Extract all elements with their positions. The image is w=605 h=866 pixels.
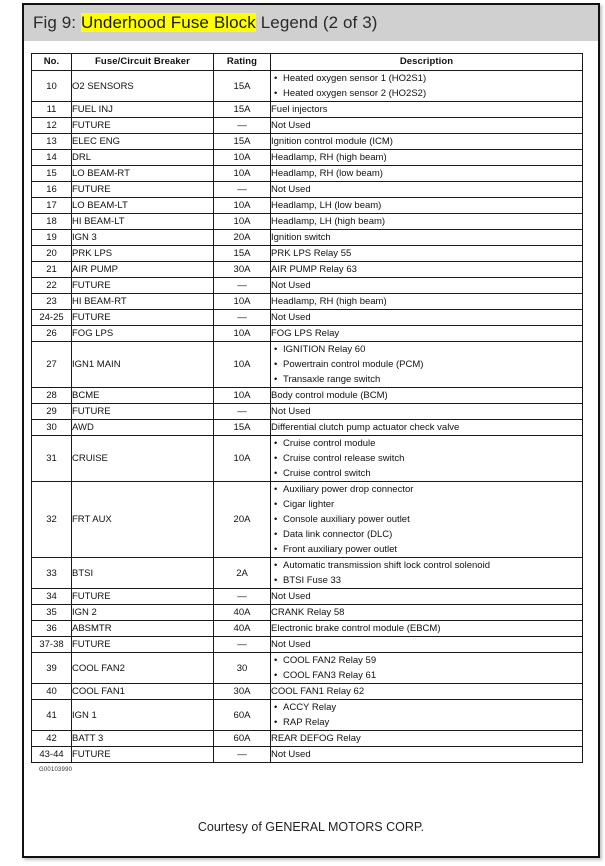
cell-fuse-number: 29 bbox=[32, 404, 72, 420]
cell-fuse-number: 24-25 bbox=[32, 310, 72, 326]
cell-fuse-number: 28 bbox=[32, 388, 72, 404]
table-row bbox=[32, 388, 583, 404]
table-row bbox=[32, 436, 583, 482]
description-text: Headlamp, RH (high beam) bbox=[271, 152, 387, 163]
document-page bbox=[22, 3, 600, 858]
description-bullet-item: • Cruise control switch bbox=[283, 466, 582, 481]
cell-fuse-name: LO BEAM-LT bbox=[72, 198, 214, 214]
description-bullet-list bbox=[271, 71, 582, 101]
page-title bbox=[33, 13, 378, 33]
cell-description bbox=[271, 134, 583, 150]
table-row bbox=[32, 621, 583, 637]
cell-fuse-name: FUTURE bbox=[72, 118, 214, 134]
cell-rating: 20A bbox=[214, 482, 271, 558]
cell-rating: 60A bbox=[214, 700, 271, 731]
cell-fuse-name: FOG LPS bbox=[72, 326, 214, 342]
cell-description bbox=[271, 214, 583, 230]
cell-rating: 40A bbox=[214, 621, 271, 637]
description-text: Not Used bbox=[271, 639, 311, 650]
cell-description bbox=[271, 166, 583, 182]
cell-fuse-name: FUTURE bbox=[72, 182, 214, 198]
description-bullet-list bbox=[271, 436, 582, 481]
description-text: Fuel injectors bbox=[271, 104, 328, 115]
cell-rating: 15A bbox=[214, 420, 271, 436]
description-bullet-item: • Console auxiliary power outlet bbox=[283, 512, 582, 527]
cell-rating: — bbox=[214, 310, 271, 326]
table-row bbox=[32, 605, 583, 621]
cell-description bbox=[271, 558, 583, 589]
description-bullet-item: • ACCY Relay bbox=[283, 700, 582, 715]
description-bullet-list bbox=[271, 342, 582, 387]
cell-description bbox=[271, 102, 583, 118]
cell-fuse-name: FUTURE bbox=[72, 637, 214, 653]
cell-rating: 40A bbox=[214, 605, 271, 621]
description-text: Not Used bbox=[271, 749, 311, 760]
cell-fuse-number: 41 bbox=[32, 700, 72, 731]
cell-rating: 30 bbox=[214, 653, 271, 684]
table-row bbox=[32, 404, 583, 420]
table-row bbox=[32, 653, 583, 684]
cell-rating: 10A bbox=[214, 436, 271, 482]
cell-fuse-name: FUTURE bbox=[72, 310, 214, 326]
description-text: Not Used bbox=[271, 591, 311, 602]
cell-rating: 10A bbox=[214, 294, 271, 310]
description-text: Headlamp, LH (low beam) bbox=[271, 200, 382, 211]
description-bullet-item: • RAP Relay bbox=[283, 715, 582, 730]
cell-rating: 10A bbox=[214, 150, 271, 166]
cell-description bbox=[271, 246, 583, 262]
cell-fuse-name: BCME bbox=[72, 388, 214, 404]
description-bullet-item: • Heated oxygen sensor 1 (HO2S1) bbox=[283, 71, 582, 86]
cell-fuse-number: 26 bbox=[32, 326, 72, 342]
description-bullet-item: • Cruise control module bbox=[283, 436, 582, 451]
description-bullet-item: • Cruise control release switch bbox=[283, 451, 582, 466]
table-row bbox=[32, 684, 583, 700]
cell-fuse-name: BATT 3 bbox=[72, 731, 214, 747]
column-header-description: Description bbox=[271, 54, 583, 71]
cell-description bbox=[271, 310, 583, 326]
cell-description bbox=[271, 150, 583, 166]
cell-description bbox=[271, 198, 583, 214]
cell-fuse-number: 42 bbox=[32, 731, 72, 747]
table-row bbox=[32, 262, 583, 278]
fuse-legend-body bbox=[32, 71, 583, 763]
cell-rating: — bbox=[214, 118, 271, 134]
cell-rating: 10A bbox=[214, 198, 271, 214]
cell-rating: — bbox=[214, 278, 271, 294]
cell-rating: — bbox=[214, 404, 271, 420]
cell-rating: 10A bbox=[214, 388, 271, 404]
table-row bbox=[32, 637, 583, 653]
description-bullet-item: • Auxiliary power drop connector bbox=[283, 482, 582, 497]
cell-rating: 15A bbox=[214, 134, 271, 150]
cell-fuse-name: ABSMTR bbox=[72, 621, 214, 637]
cell-fuse-number: 11 bbox=[32, 102, 72, 118]
description-bullet-list bbox=[271, 482, 582, 557]
cell-fuse-name: COOL FAN1 bbox=[72, 684, 214, 700]
table-row bbox=[32, 278, 583, 294]
table-row bbox=[32, 214, 583, 230]
cell-fuse-number: 35 bbox=[32, 605, 72, 621]
cell-description bbox=[271, 684, 583, 700]
cell-description bbox=[271, 700, 583, 731]
cell-rating: 10A bbox=[214, 214, 271, 230]
cell-fuse-name: DRL bbox=[72, 150, 214, 166]
description-text: Not Used bbox=[271, 406, 311, 417]
cell-rating: 10A bbox=[214, 326, 271, 342]
cell-fuse-number: 21 bbox=[32, 262, 72, 278]
cell-fuse-name: O2 SENSORS bbox=[72, 71, 214, 102]
cell-rating: 10A bbox=[214, 342, 271, 388]
cell-rating: 15A bbox=[214, 71, 271, 102]
table-row bbox=[32, 230, 583, 246]
description-text: Not Used bbox=[271, 184, 311, 195]
table-row bbox=[32, 71, 583, 102]
cell-fuse-name: LO BEAM-RT bbox=[72, 166, 214, 182]
cell-rating: — bbox=[214, 747, 271, 763]
table-row bbox=[32, 246, 583, 262]
cell-fuse-number: 10 bbox=[32, 71, 72, 102]
cell-fuse-name: FUTURE bbox=[72, 589, 214, 605]
cell-description bbox=[271, 262, 583, 278]
cell-fuse-number: 17 bbox=[32, 198, 72, 214]
cell-description bbox=[271, 589, 583, 605]
cell-rating: — bbox=[214, 589, 271, 605]
cell-rating: 20A bbox=[214, 230, 271, 246]
description-bullet-item: • COOL FAN2 Relay 59 bbox=[283, 653, 582, 668]
fuse-legend-container bbox=[24, 41, 598, 773]
cell-fuse-number: 18 bbox=[32, 214, 72, 230]
table-row bbox=[32, 589, 583, 605]
description-text: Not Used bbox=[271, 312, 311, 323]
cell-fuse-name: COOL FAN2 bbox=[72, 653, 214, 684]
description-bullet-item: • Transaxle range switch bbox=[283, 372, 582, 387]
table-row bbox=[32, 134, 583, 150]
cell-fuse-number: 22 bbox=[32, 278, 72, 294]
cell-rating: 10A bbox=[214, 166, 271, 182]
cell-fuse-number: 34 bbox=[32, 589, 72, 605]
table-row bbox=[32, 310, 583, 326]
description-text: Body control module (BCM) bbox=[271, 390, 388, 401]
description-text: Headlamp, LH (high beam) bbox=[271, 216, 386, 227]
description-bullet-list bbox=[271, 700, 582, 730]
cell-fuse-name: FUTURE bbox=[72, 278, 214, 294]
figure-title-highlight: Underhood Fuse Block bbox=[80, 13, 256, 32]
cell-description bbox=[271, 482, 583, 558]
cell-description bbox=[271, 182, 583, 198]
cell-fuse-number: 37-38 bbox=[32, 637, 72, 653]
cell-fuse-number: 39 bbox=[32, 653, 72, 684]
cell-fuse-number: 14 bbox=[32, 150, 72, 166]
cell-description bbox=[271, 342, 583, 388]
cell-fuse-name: ELEC ENG bbox=[72, 134, 214, 150]
table-row bbox=[32, 294, 583, 310]
description-bullet-item: • Data link connector (DLC) bbox=[283, 527, 582, 542]
cell-fuse-name: IGN 2 bbox=[72, 605, 214, 621]
cell-description bbox=[271, 388, 583, 404]
table-row bbox=[32, 326, 583, 342]
cell-description bbox=[271, 118, 583, 134]
table-row bbox=[32, 342, 583, 388]
cell-fuse-number: 23 bbox=[32, 294, 72, 310]
table-row bbox=[32, 558, 583, 589]
cell-fuse-name: IGN1 MAIN bbox=[72, 342, 214, 388]
cell-fuse-number: 40 bbox=[32, 684, 72, 700]
table-row bbox=[32, 198, 583, 214]
cell-fuse-number: 13 bbox=[32, 134, 72, 150]
cell-rating: 30A bbox=[214, 262, 271, 278]
cell-fuse-number: 27 bbox=[32, 342, 72, 388]
cell-description bbox=[271, 731, 583, 747]
cell-rating: — bbox=[214, 182, 271, 198]
description-bullet-item: • BTSI Fuse 33 bbox=[283, 573, 582, 588]
table-row bbox=[32, 731, 583, 747]
cell-fuse-name: AIR PUMP bbox=[72, 262, 214, 278]
description-text: Headlamp, RH (high beam) bbox=[271, 296, 387, 307]
description-bullet-item: • Cigar lighter bbox=[283, 497, 582, 512]
cell-rating: 15A bbox=[214, 246, 271, 262]
cell-description bbox=[271, 404, 583, 420]
cell-fuse-name: IGN 1 bbox=[72, 700, 214, 731]
cell-rating: 2A bbox=[214, 558, 271, 589]
cell-fuse-name: FUTURE bbox=[72, 747, 214, 763]
description-bullet-item: • Automatic transmission shift lock control solenoid bbox=[283, 558, 582, 573]
description-bullet-item: • Powertrain control module (PCM) bbox=[283, 357, 582, 372]
description-text: Not Used bbox=[271, 120, 311, 131]
table-row bbox=[32, 700, 583, 731]
cell-description bbox=[271, 621, 583, 637]
description-text: PRK LPS Relay 55 bbox=[271, 248, 352, 259]
cell-fuse-number: 43-44 bbox=[32, 747, 72, 763]
cell-description bbox=[271, 637, 583, 653]
cell-fuse-name: IGN 3 bbox=[72, 230, 214, 246]
cell-description bbox=[271, 326, 583, 342]
description-text: Differential clutch pump actuator check valve bbox=[271, 422, 460, 433]
cell-description bbox=[271, 71, 583, 102]
cell-description bbox=[271, 747, 583, 763]
table-row bbox=[32, 166, 583, 182]
description-bullet-list bbox=[271, 653, 582, 683]
figure-title-bar bbox=[24, 5, 598, 41]
description-text: REAR DEFOG Relay bbox=[271, 733, 361, 744]
cell-fuse-name: HI BEAM-RT bbox=[72, 294, 214, 310]
cell-rating: — bbox=[214, 637, 271, 653]
table-row bbox=[32, 747, 583, 763]
cell-description bbox=[271, 420, 583, 436]
cell-fuse-number: 15 bbox=[32, 166, 72, 182]
description-text: FOG LPS Relay bbox=[271, 328, 340, 339]
cell-description bbox=[271, 230, 583, 246]
cell-fuse-number: 31 bbox=[32, 436, 72, 482]
column-header-fuse: Fuse/Circuit Breaker bbox=[72, 54, 214, 71]
description-text: CRANK Relay 58 bbox=[271, 607, 345, 618]
cell-fuse-number: 16 bbox=[32, 182, 72, 198]
description-text: Electronic brake control module (EBCM) bbox=[271, 623, 441, 634]
cell-fuse-number: 12 bbox=[32, 118, 72, 134]
description-text: AIR PUMP Relay 63 bbox=[271, 264, 357, 275]
cell-fuse-name: HI BEAM-LT bbox=[72, 214, 214, 230]
cell-description bbox=[271, 605, 583, 621]
cell-rating: 60A bbox=[214, 731, 271, 747]
cell-fuse-name: CRUISE bbox=[72, 436, 214, 482]
cell-rating: 30A bbox=[214, 684, 271, 700]
cell-description bbox=[271, 436, 583, 482]
description-text: Ignition control module (ICM) bbox=[271, 136, 393, 147]
cell-description bbox=[271, 653, 583, 684]
description-bullet-item: • IGNITION Relay 60 bbox=[283, 342, 582, 357]
figure-title-prefix: Fig 9: bbox=[33, 13, 81, 32]
column-header-no: No. bbox=[32, 54, 72, 71]
cell-rating: 15A bbox=[214, 102, 271, 118]
cell-fuse-name: FRT AUX bbox=[72, 482, 214, 558]
description-bullet-item: • Front auxiliary power outlet bbox=[283, 542, 582, 557]
cell-description bbox=[271, 294, 583, 310]
cell-fuse-number: 36 bbox=[32, 621, 72, 637]
courtesy-note: Courtesy of GENERAL MOTORS CORP. bbox=[197, 820, 425, 834]
cell-fuse-name: FUTURE bbox=[72, 404, 214, 420]
description-bullet-item: • COOL FAN3 Relay 61 bbox=[283, 668, 582, 683]
table-row bbox=[32, 482, 583, 558]
cell-fuse-number: 19 bbox=[32, 230, 72, 246]
cell-fuse-name: FUEL INJ bbox=[72, 102, 214, 118]
table-row bbox=[32, 118, 583, 134]
figure-reference-code: G00103990 bbox=[39, 767, 73, 773]
cell-description bbox=[271, 278, 583, 294]
table-header-row bbox=[32, 54, 583, 71]
description-bullet-list bbox=[271, 558, 582, 588]
cell-fuse-number: 33 bbox=[32, 558, 72, 589]
description-text: Ignition switch bbox=[271, 232, 331, 243]
table-row bbox=[32, 182, 583, 198]
table-row bbox=[32, 420, 583, 436]
cell-fuse-name: AWD bbox=[72, 420, 214, 436]
table-row bbox=[32, 150, 583, 166]
cell-fuse-name: BTSI bbox=[72, 558, 214, 589]
cell-fuse-number: 30 bbox=[32, 420, 72, 436]
description-text: COOL FAN1 Relay 62 bbox=[271, 686, 365, 697]
description-bullet-item: • Heated oxygen sensor 2 (HO2S2) bbox=[283, 86, 582, 101]
cell-fuse-number: 32 bbox=[32, 482, 72, 558]
table-row bbox=[32, 102, 583, 118]
cell-fuse-name: PRK LPS bbox=[72, 246, 214, 262]
figure-title-suffix: Legend (2 of 3) bbox=[255, 13, 378, 32]
column-header-rating: Rating bbox=[214, 54, 271, 71]
description-text: Not Used bbox=[271, 280, 311, 291]
description-text: Headlamp, RH (low beam) bbox=[271, 168, 383, 179]
fuse-legend-table bbox=[31, 53, 583, 763]
cell-fuse-number: 20 bbox=[32, 246, 72, 262]
